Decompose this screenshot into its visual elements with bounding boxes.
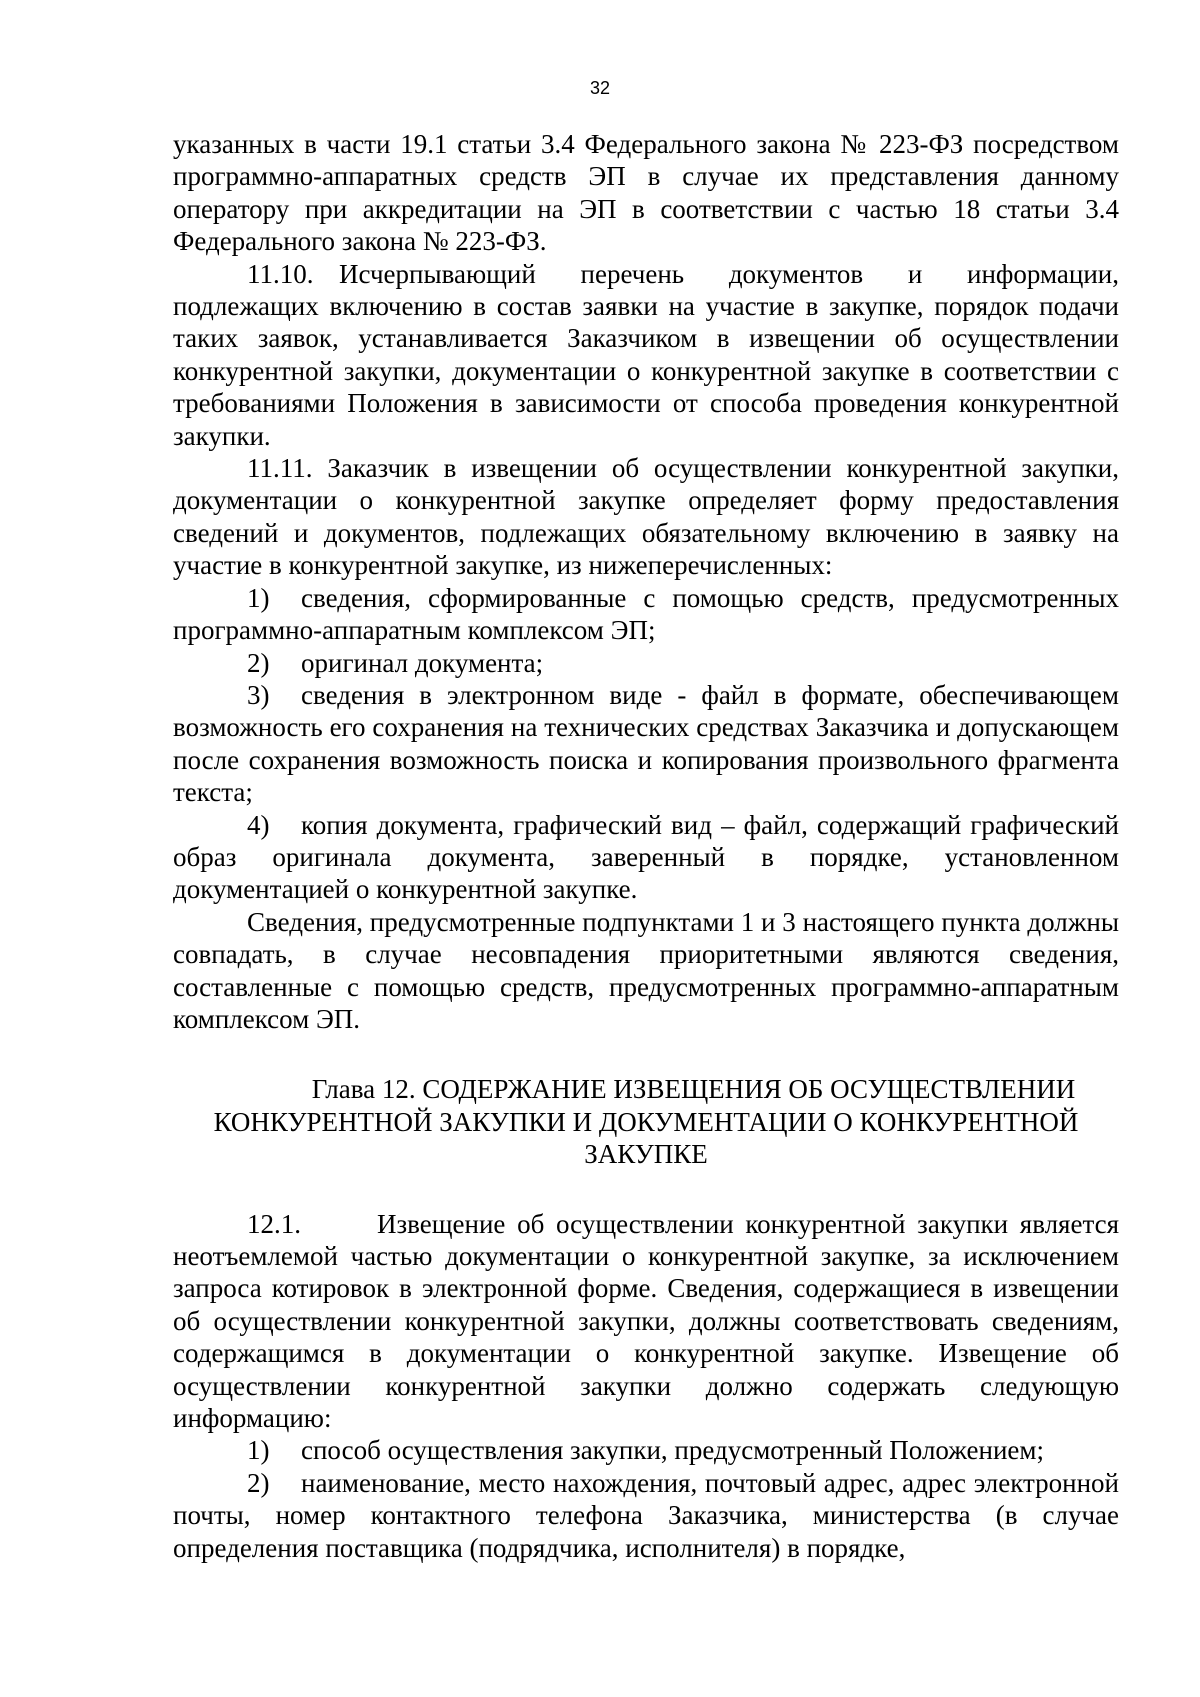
list-item bbox=[173, 1434, 1119, 1466]
list-item-number: 2) bbox=[247, 1467, 270, 1498]
list-item bbox=[173, 679, 1119, 809]
clause-number: 11.10. bbox=[247, 258, 314, 289]
page-number: 32 bbox=[589, 78, 611, 98]
list-item bbox=[173, 809, 1119, 906]
list-item-text: оригинал документа; bbox=[301, 647, 544, 678]
paragraph-11-10 bbox=[173, 258, 1119, 452]
list-item-text: копия документа, графический вид – файл, содержащий графический образ оригинала документа, заверенный в порядке, установленном документацией о конкурентной закупке. bbox=[173, 809, 1119, 905]
list-item bbox=[173, 1467, 1119, 1564]
list-item-number: 1) bbox=[247, 582, 270, 613]
list-item-number: 2) bbox=[247, 647, 270, 678]
clause-text: Исчерпывающий перечень документов и информации, подлежащих включению в состав заявки на участие в закупке, порядок подачи таких заявок, устанавливается Заказчиком в извещении об осуществлении конкурентной закупки, документации о конкурентной закупке в соответствии с требованиями Положения в зависимости от способа проведения конкурентной закупки. bbox=[173, 258, 1119, 451]
list-item-number: 1) bbox=[247, 1435, 270, 1466]
list-item-text: способ осуществления закупки, предусмотренный Положением; bbox=[301, 1435, 1045, 1466]
list-item bbox=[173, 582, 1119, 647]
chapter-heading bbox=[173, 1073, 1119, 1170]
document-body bbox=[173, 128, 1119, 1564]
paragraph-note: Сведения, предусмотренные подпунктами 1 и 3 настоящего пункта должны совпадать, в случае несовпадения приоритетными являются сведения, составленные с помощью средств, предусмотренных программно-аппаратным комплексом ЭП. bbox=[173, 906, 1119, 1034]
list-item-number: 3) bbox=[247, 679, 270, 710]
paragraph-12-1 bbox=[173, 1208, 1119, 1435]
list-item bbox=[173, 647, 1119, 679]
clause-number: 12.1. bbox=[247, 1208, 301, 1239]
paragraph-11-11: 11.11. Заказчик в извещении об осуществлении конкурентной закупки, документации о конкурентной закупке определяет форму предоставления сведений и документов, подлежащих обязательному включению в заявку на участие в конкурентной закупке, из нижеперечисленных: bbox=[173, 453, 1119, 581]
chapter-heading-rest: КОНКУРЕНТНОЙ ЗАКУПКИ И ДОКУМЕНТАЦИИ О КОНКУРЕНТНОЙ ЗАКУПКЕ bbox=[213, 1106, 1079, 1170]
list-item-text: сведения, сформированные с помощью средств, предусмотренных программно-аппаратным комплексом ЭП; bbox=[173, 582, 1119, 646]
clause-text: Извещение об осуществлении конкурентной закупки является неотъемлемой частью документации о конкурентной закупке, за исключением запроса котировок в электронной форме. Сведения, содержащиеся в извещении об осуществлении конкурентной закупки, должны соответствовать сведениям, содержащимся в документации о конкурентной закупке. Извещение об осуществлении конкурентной закупки должно содержать следующую информацию: bbox=[173, 1208, 1119, 1434]
chapter-heading-line1: Глава 12. СОДЕРЖАНИЕ ИЗВЕЩЕНИЯ ОБ ОСУЩЕСТВЛЕНИИ bbox=[311, 1074, 1076, 1105]
list-item-number: 4) bbox=[247, 809, 270, 840]
list-item-text: сведения в электронном виде - файл в формате, обеспечивающем возможность его сохранения на технических средствах Заказчика и допускающем после сохранения возможность поиска и копирования произвольного фрагмента текста; bbox=[173, 679, 1119, 808]
paragraph-continuation: указанных в части 19.1 статьи 3.4 Федерального закона № 223-ФЗ посредством программно-аппаратных средств ЭП в случае их представления данному оператору при аккредитации на ЭП в соответствии с частью 18 статьи 3.4 Федерального закона № 223-ФЗ. bbox=[173, 129, 1119, 257]
list-item-text: наименование, место нахождения, почтовый адрес, адрес электронной почты, номер контактного телефона Заказчика, министерства (в случае определения поставщика (подрядчика, исполнителя) в порядке, bbox=[173, 1467, 1119, 1563]
